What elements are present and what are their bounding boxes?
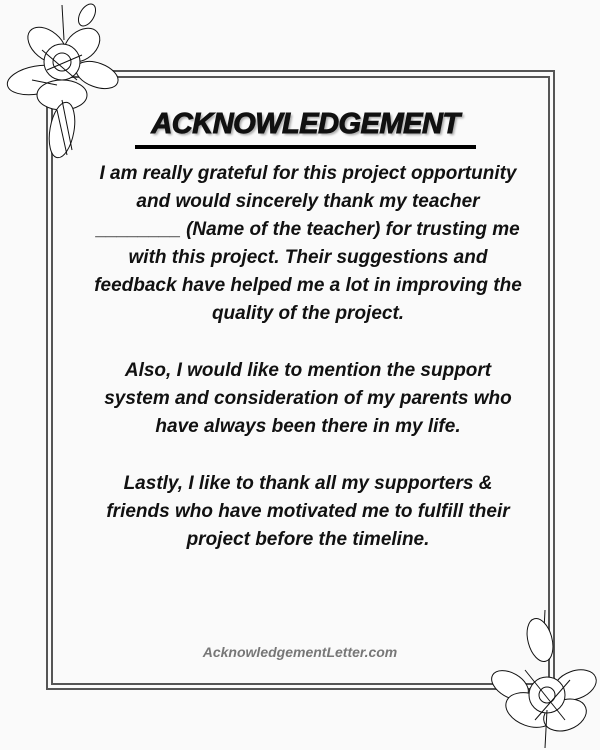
paragraph-parents: Also, I would like to mention the support system and consideration of my parents who have always been there in my life. — [104, 360, 512, 437]
frame-right-outer — [553, 70, 555, 690]
paragraph-gratitude-teacher: I am really grateful for this project opportunity and would sincerely thank my teacher ________ (Name of the teacher) for trusting me with this project. Their suggestions and feedback have helped me a lot in improving the quality of the project. — [94, 163, 522, 324]
frame-left-inner — [51, 76, 53, 685]
flower-illustration-bottom-right — [485, 610, 600, 750]
frame-bottom-inner — [51, 683, 548, 685]
letter-body — [92, 160, 524, 583]
title-underline — [135, 145, 476, 149]
frame-top-inner — [51, 76, 548, 78]
paragraph-friends: Lastly, I like to thank all my supporters & friends who have motivated me to fulfill their project before the timeline. — [106, 473, 510, 550]
frame-right-inner — [548, 76, 550, 685]
page-title: ACKNOWLEDGEMENT — [151, 108, 460, 140]
flower-illustration-top-left — [2, 0, 122, 165]
footer-website: AcknowledgementLetter.com — [202, 644, 398, 660]
frame-bottom-outer — [46, 688, 553, 690]
frame-top-outer — [46, 70, 553, 72]
